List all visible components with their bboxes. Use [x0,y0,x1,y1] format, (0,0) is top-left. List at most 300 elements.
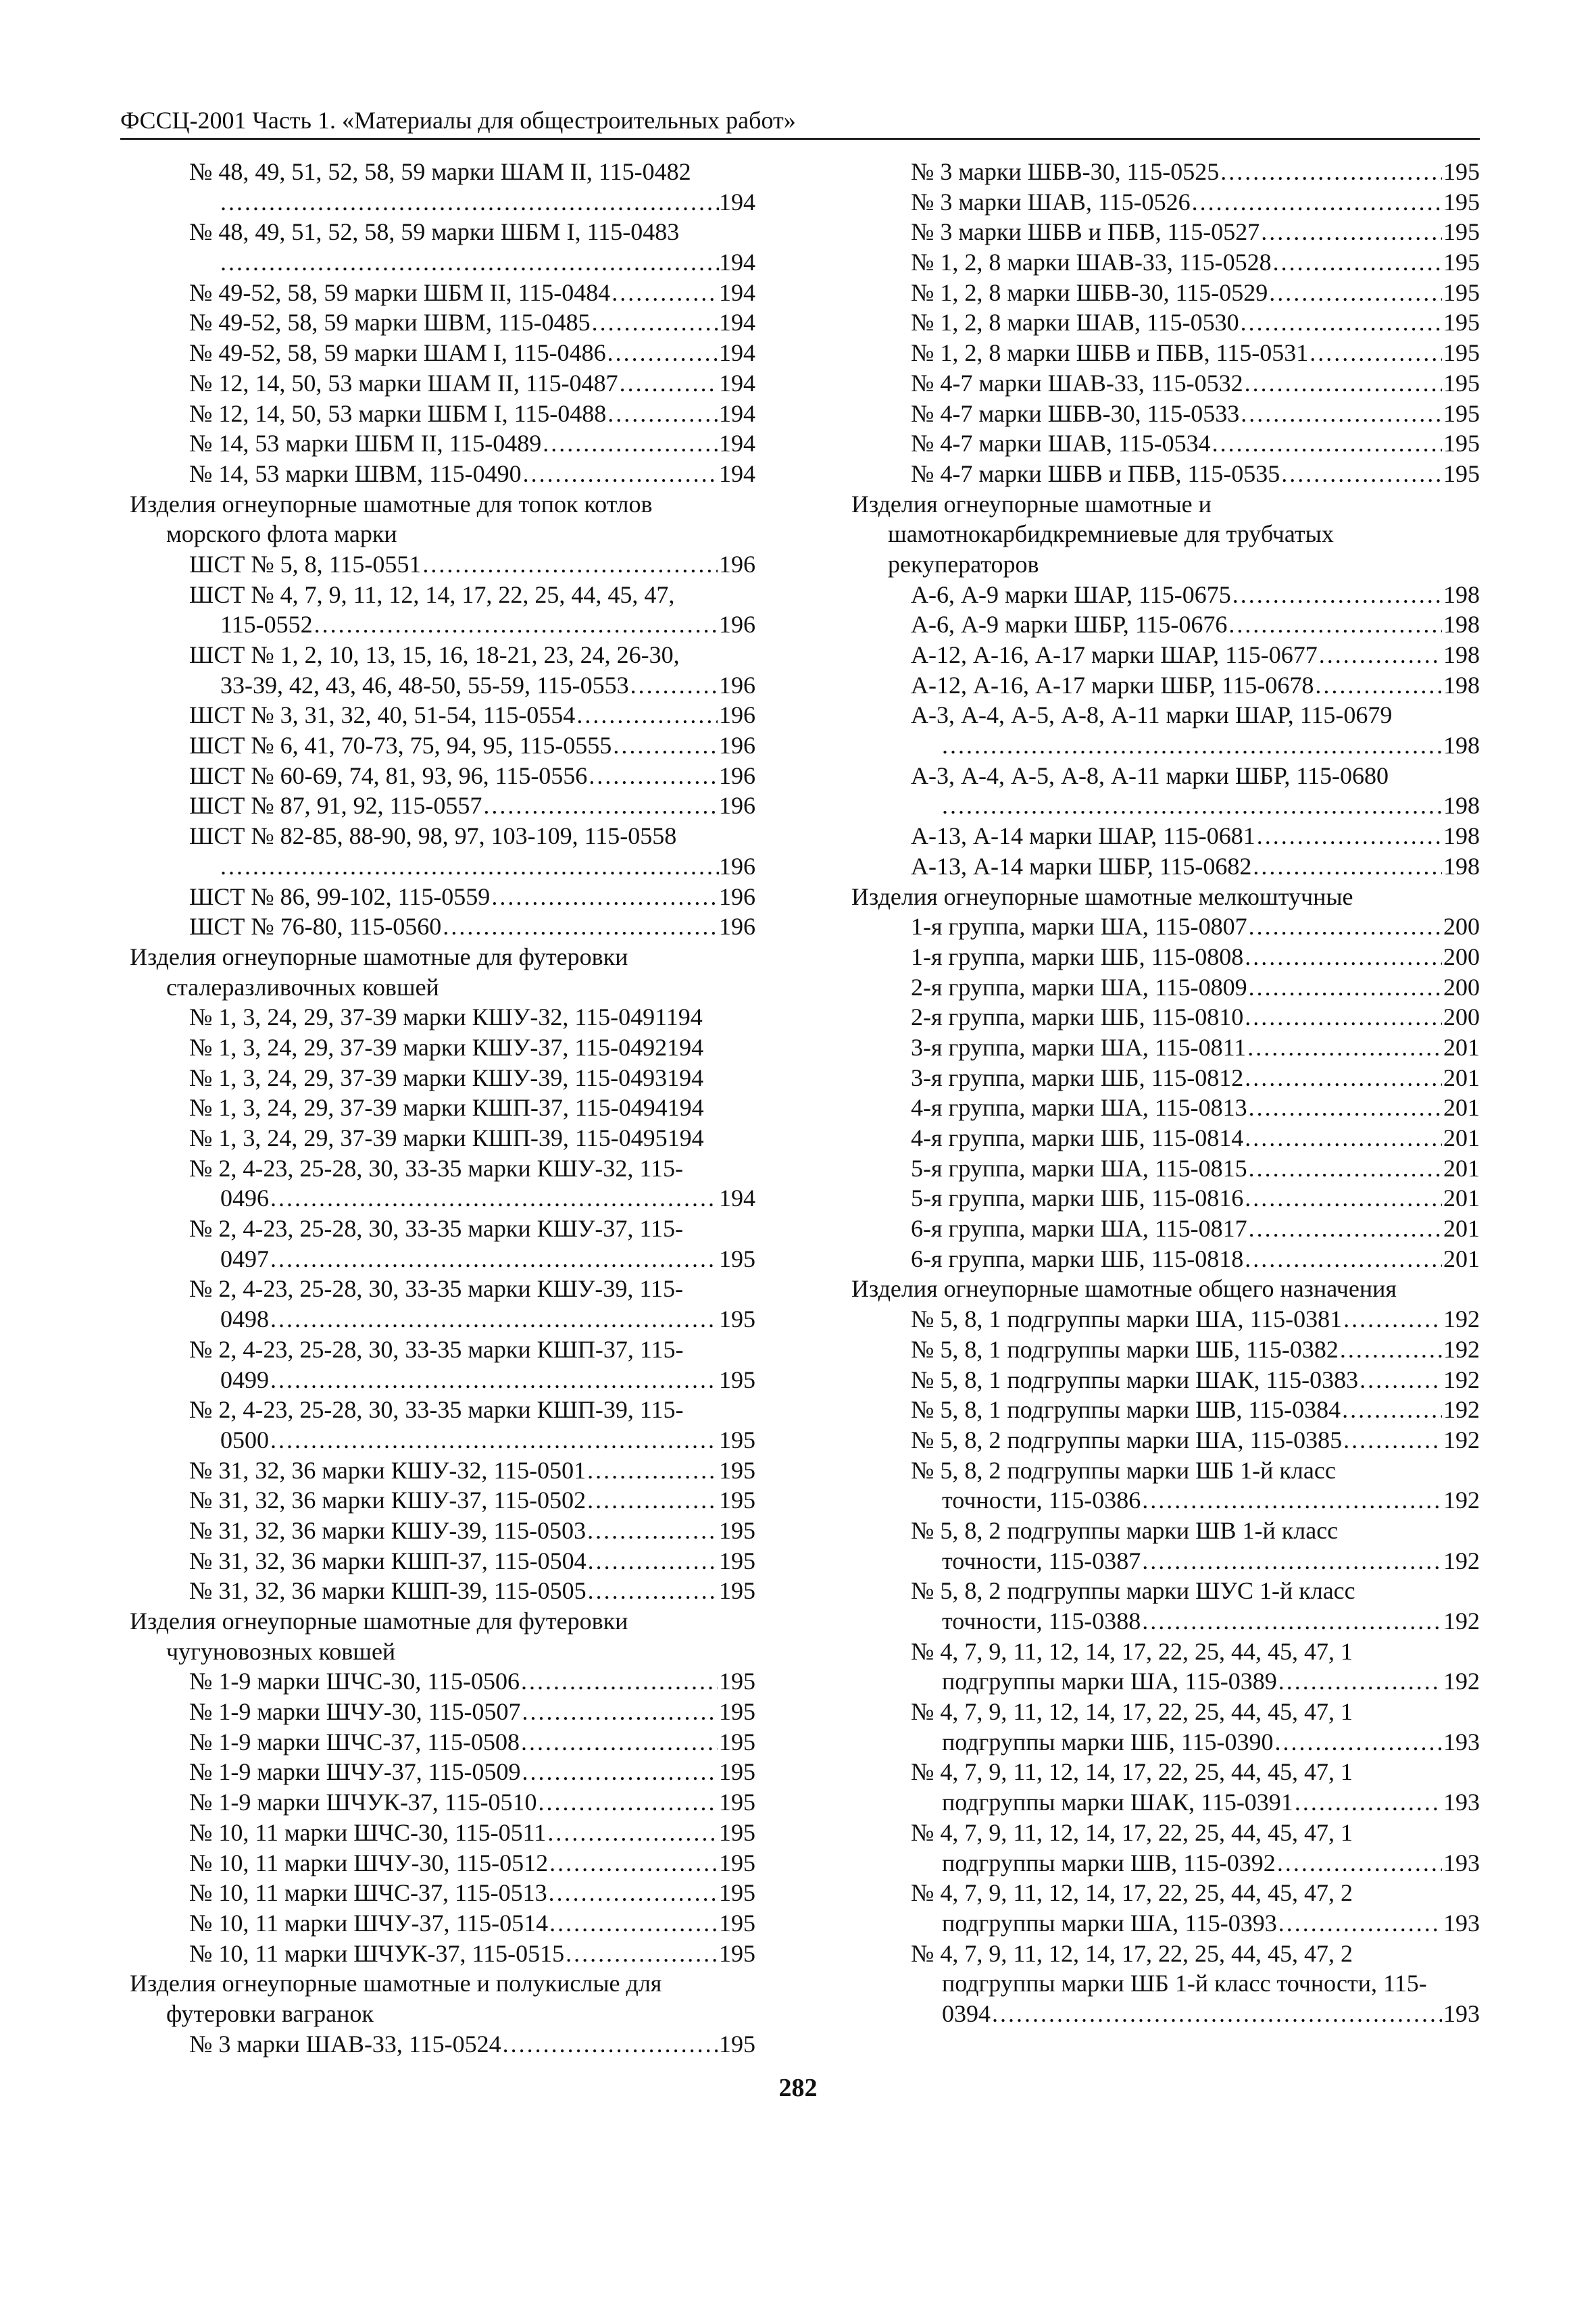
entry-line [911,247,1480,278]
index-entry [120,1335,755,1395]
index-entry [842,1123,1480,1153]
entry-text: 0498 [220,1305,269,1333]
entry-line [911,1848,1480,1878]
index-entry [120,1516,755,1546]
heading-line [851,549,1480,580]
entry-text: № 4, 7, 9, 11, 12, 14, 17, 22, 25, 44, 45, 47, 1 [911,1637,1353,1665]
page-ref: 195 [1443,430,1480,457]
index-entry [842,1878,1480,1938]
index-entry [120,640,755,700]
page-ref: 196 [719,913,755,941]
entry-line [189,2029,755,2060]
heading-line [130,489,755,520]
page-ref: 200 [1443,1003,1480,1031]
entry-line [189,761,755,791]
page-ref: 195 [1443,399,1480,427]
entry-text: морского флота марки [166,520,397,548]
dot-leader [1220,157,1442,187]
entry-line [189,368,755,399]
page-ref: 195 [1443,218,1480,246]
page-ref: 194 [719,309,755,337]
entry-line [189,1666,755,1697]
entry-line [189,670,755,701]
index-entry [120,1697,755,1727]
entry-text: 0497 [220,1245,269,1272]
dot-leader [1315,670,1442,701]
index-entry [842,338,1480,368]
dot-leader [587,1485,718,1516]
dot-leader [1295,1787,1442,1818]
entry-line [189,1153,755,1184]
page-ref: 194 [719,1185,755,1212]
dot-leader [1343,1425,1442,1455]
dot-leader [588,1546,718,1576]
index-entry [842,278,1480,308]
dot-leader [1253,851,1442,882]
index-entry [842,670,1480,701]
index-entry [842,640,1480,670]
entry-text: № 49-52, 58, 59 марки ШВМ, 115-0485 [189,309,591,337]
dot-leader [220,187,719,218]
entry-line [189,912,755,942]
index-heading [120,942,755,1002]
entry-text: № 5, 8, 1 подгруппы марки ШБ, 115-0382 [911,1335,1339,1363]
entry-text: 4-я группа, марки ШБ, 115-0814 [911,1124,1244,1151]
entry-text: 2-я группа, марки ШБ, 115-0810 [911,1003,1244,1031]
entry-line [189,549,755,580]
entry-text: А-6, А-9 марки ШБР, 115-0676 [911,611,1228,639]
dot-leader [1278,1666,1442,1697]
entry-text: подгруппы марки ШВ, 115-0392 [942,1849,1276,1876]
dot-leader [522,1697,718,1727]
page-ref: 195 [1443,369,1480,397]
entry-text: № 1-9 марки ШЧУ-37, 115-0509 [189,1758,521,1786]
entry-text: 2-я группа, марки ША, 115-0809 [911,973,1247,1001]
page-ref: 195 [719,1849,755,1876]
index-entry [842,700,1480,760]
entry-text: 3-я группа, марки ША, 115-0811 [911,1033,1247,1061]
dot-leader [1247,1032,1442,1063]
index-entry [120,1818,755,1848]
page-ref: 195 [1443,309,1480,337]
entry-text: № 10, 11 марки ШЧУ-30, 115-0512 [189,1849,549,1876]
index-entry [842,761,1480,821]
page-ref: 195 [719,2030,755,2058]
entry-text: № 5, 8, 2 подгруппы марки ШВ 1-й класс [911,1516,1339,1544]
entry-line [189,1546,755,1576]
dot-leader [1142,1606,1442,1637]
dot-leader [270,1183,718,1214]
index-entry [842,399,1480,429]
dot-leader [1249,1093,1442,1123]
page-ref: 194 [719,249,755,276]
entry-line [189,791,755,821]
index-entry [842,187,1480,218]
dot-leader [1269,278,1442,308]
entry-text: Изделия огнеупорные шамотные для футеровки [130,1608,628,1635]
page-ref: 194 [719,278,755,306]
index-entry [120,2029,755,2060]
page-ref: 192 [1443,1396,1480,1424]
entry-line [911,1365,1480,1395]
dot-leader [1360,1365,1442,1395]
entry-text: № 48, 49, 51, 52, 58, 59 марки ШАМ II, 115-0482 [189,158,691,185]
dot-leader [587,1516,718,1546]
entry-text: рекуператоров [888,550,1039,578]
page-ref: 195 [1443,459,1480,487]
dot-leader [1232,580,1442,610]
entry-line [911,1002,1480,1032]
index-entry [842,1032,1480,1063]
entry-line [189,1787,755,1818]
entry-line [189,730,755,761]
heading-line [130,972,755,1003]
page-ref: 196 [719,792,755,820]
index-entry [842,1425,1480,1455]
page-ref: 194 [719,369,755,397]
page-ref: 198 [1443,671,1480,699]
page-ref: 198 [1443,792,1480,820]
dot-leader [538,1787,718,1818]
page-ref: 201 [1443,1124,1480,1151]
entry-line [911,1576,1480,1606]
index-entry [842,580,1480,610]
dot-leader [270,1365,718,1395]
dot-leader [1245,1063,1442,1093]
entry-line [189,700,755,730]
dot-leader [620,368,718,399]
entry-line [911,217,1480,247]
entry-text: А-3, А-4, А-5, А-8, А-11 марки ШАР, 115-0679 [911,701,1393,729]
index-entry [120,278,755,308]
entry-text: № 10, 11 марки ШЧС-37, 115-0513 [189,1879,547,1907]
entry-line [189,1002,755,1032]
index-entry [842,157,1480,187]
entry-line [189,459,755,489]
index-heading [842,489,1480,580]
entry-line [911,1032,1480,1063]
index-heading [842,882,1480,912]
index-entry [120,1002,755,1032]
page-ref: 201 [1443,1064,1480,1091]
entry-text: № 4, 7, 9, 11, 12, 14, 17, 22, 25, 44, 45, 47, 1 [911,1818,1353,1846]
entry-text: № 2, 4-23, 25-28, 30, 33-35 марки КШУ-37, 115- [189,1215,684,1243]
entry-line [911,399,1480,429]
entry-text: 1-я группа, марки ШБ, 115-0808 [911,943,1244,970]
entry-line [911,730,1480,761]
entry-line [189,1093,755,1123]
entry-line [911,1818,1480,1848]
heading-line [851,519,1480,549]
dot-leader [1212,428,1442,459]
index-entry [120,1395,755,1455]
index-entry [120,1878,755,1908]
entry-text: 6-я группа, марки ША, 115-0817 [911,1215,1247,1243]
entry-text: ШСТ № 1, 2, 10, 13, 15, 16, 18-21, 23, 24, 26-30, [189,641,680,668]
page-ref: 195 [719,1758,755,1786]
dot-leader [1245,1244,1442,1274]
entry-text: № 1, 3, 24, 29, 37-39 марки КШУ-37, 115-0492194 [189,1033,704,1061]
heading-line [851,1274,1480,1304]
entry-text: подгруппы марки ША, 115-0393 [942,1909,1277,1937]
page-ref: 196 [719,762,755,789]
entry-text: № 1, 3, 24, 29, 37-39 марки КШУ-32, 115-0491194 [189,1003,703,1031]
dot-leader [1142,1546,1442,1576]
index-entry [842,609,1480,640]
page-ref: 196 [719,671,755,699]
dot-leader [576,700,718,730]
entry-line [911,1244,1480,1274]
dot-leader [270,1304,718,1335]
page-ref: 200 [1443,973,1480,1001]
index-entry [120,1455,755,1486]
index-entry [120,1274,755,1334]
dot-leader [587,1455,718,1486]
page-ref: 194 [719,399,755,427]
dot-leader [270,1425,718,1455]
page-ref: 198 [1443,580,1480,608]
dot-leader [630,670,718,701]
index-entry [842,217,1480,247]
entry-text: № 4, 7, 9, 11, 12, 14, 17, 22, 25, 44, 45, 47, 1 [911,1698,1353,1726]
dot-leader [521,1666,718,1697]
index-entry [842,1818,1480,1878]
page-ref: 193 [1443,1999,1480,2027]
page-ref: 195 [1443,188,1480,216]
dot-leader [1249,972,1442,1003]
heading-line [130,1968,755,1999]
index-entry [120,1063,755,1093]
index-entry [120,1123,755,1153]
index-entry [842,247,1480,278]
index-entry [120,1908,755,1939]
index-entry [842,1365,1480,1395]
heading-line [851,489,1480,520]
entry-text: подгруппы марки ШАК, 115-0391 [942,1789,1293,1816]
page-ref: 196 [719,852,755,880]
entry-text: Изделия огнеупорные шамотные и [851,490,1212,518]
entry-line [189,217,755,247]
index-entry [842,912,1480,942]
index-entry [120,1787,755,1818]
dot-leader [1273,247,1442,278]
page-ref: 195 [719,1818,755,1846]
index-entry [120,1666,755,1697]
entry-text: № 4-7 марки ШБВ и ПБВ, 115-0535 [911,459,1280,487]
entry-text: № 4-7 марки ШАВ-33, 115-0532 [911,369,1243,397]
entry-line [911,700,1480,730]
index-entry [120,368,755,399]
entry-text: точности, 115-0388 [942,1608,1141,1635]
dot-leader [1340,1335,1442,1365]
entry-line [189,882,755,912]
index-entry [120,761,755,791]
index-entry [120,1939,755,1969]
entry-line [189,1214,755,1244]
entry-line [189,187,755,218]
entry-text: № 4, 7, 9, 11, 12, 14, 17, 22, 25, 44, 45, 47, 1 [911,1758,1353,1786]
dot-leader [566,1939,718,1969]
entry-line [189,1848,755,1878]
entry-line [189,640,755,670]
entry-text: № 31, 32, 36 марки КШП-37, 115-0504 [189,1547,587,1574]
index-entry [842,1002,1480,1032]
entry-line [189,399,755,429]
page-ref: 198 [1443,611,1480,639]
entry-text: сталеразливочных ковшей [166,973,439,1001]
entry-line [189,1878,755,1908]
entry-text: № 2, 4-23, 25-28, 30, 33-35 марки КШП-39, 115- [189,1396,684,1424]
page-ref: 201 [1443,1033,1480,1061]
entry-line [911,1455,1480,1486]
entry-text: футеровки вагранок [166,1999,374,2027]
index-entry [842,1063,1480,1093]
page-ref: 195 [719,1728,755,1756]
dot-leader [1245,368,1442,399]
index-entry [842,942,1480,972]
entry-line [911,609,1480,640]
dot-leader [483,791,718,821]
entry-line [189,1395,755,1425]
entry-text: № 31, 32, 36 марки КШУ-32, 115-0501 [189,1456,587,1484]
entry-text: № 5, 8, 1 подгруппы марки ШВ, 115-0384 [911,1396,1341,1424]
entry-line [911,791,1480,821]
entry-line [189,821,755,851]
entry-line [189,851,755,882]
dot-leader [1228,609,1442,640]
dot-leader [523,459,718,489]
page-ref: 201 [1443,1154,1480,1182]
entry-line [911,1485,1480,1516]
entry-text: № 3 марки ШБВ и ПБВ, 115-0527 [911,218,1260,246]
entry-text: ШСТ № 76-80, 115-0560 [189,913,442,941]
entry-text: № 4-7 марки ШБВ-30, 115-0533 [911,399,1240,427]
entry-text: № 1-9 марки ШЧС-37, 115-0508 [189,1728,520,1756]
heading-line [130,519,755,549]
entry-text: № 1-9 марки ШЧУ-30, 115-0507 [189,1698,521,1726]
entry-text: ШСТ № 6, 41, 70-73, 75, 94, 95, 115-0555 [189,732,612,760]
page-ref: 196 [719,701,755,729]
page-ref: 195 [1443,158,1480,185]
page-ref: 195 [719,1456,755,1484]
entry-line [911,1214,1480,1244]
entry-line [911,1727,1480,1758]
entry-text: 0500 [220,1426,269,1453]
index-entry [120,1485,755,1516]
entry-line [189,1244,755,1274]
index-entry [842,1214,1480,1244]
page-ref: 195 [719,1516,755,1544]
page-ref: 195 [719,1547,755,1574]
entry-line [911,1968,1480,1999]
page-number: 282 [778,2074,818,2102]
heading-line [130,942,755,972]
index-entry [120,882,755,912]
entry-line [189,1485,755,1516]
index-entry [842,1455,1480,1516]
entry-line [911,1335,1480,1365]
entry-line [911,1093,1480,1123]
page-ref: 195 [719,1668,755,1695]
page-ref: 194 [719,188,755,216]
page-ref: 195 [719,1426,755,1453]
page-ref: 192 [1443,1547,1480,1574]
entry-text: № 5, 8, 2 подгруппы марки ША, 115-0385 [911,1426,1343,1453]
index-entry [120,1848,755,1878]
page-ref: 195 [719,1366,755,1393]
entry-line [189,278,755,308]
entry-line [189,1063,755,1093]
entry-line [911,278,1480,308]
dot-leader [592,307,718,338]
index-entry [842,1757,1480,1817]
dot-leader [443,912,718,942]
page-ref: 201 [1443,1094,1480,1122]
entry-line [911,1546,1480,1576]
index-entry [842,1395,1480,1425]
entry-text: № 14, 53 марки ШБМ II, 115-0489 [189,430,542,457]
index-column-right [842,157,1480,2029]
dot-leader [491,882,718,912]
entry-line [189,1757,755,1787]
entry-text: № 5, 8, 1 подгруппы марки ША, 115-0381 [911,1305,1343,1333]
entry-text: № 3 марки ШАВ, 115-0526 [911,188,1191,216]
index-entry [120,580,755,640]
entry-text: ШСТ № 3, 31, 32, 40, 51-54, 115-0554 [189,701,576,729]
entry-line [189,1032,755,1063]
entry-text: № 10, 11 марки ШЧС-30, 115-0511 [189,1818,547,1846]
index-entry [120,217,755,277]
entry-text: № 49-52, 58, 59 марки ШБМ II, 115-0484 [189,278,611,306]
dot-leader [1277,1848,1442,1878]
entry-text: № 4-7 марки ШАВ, 115-0534 [911,430,1211,457]
entry-line [911,368,1480,399]
dot-leader [1245,1123,1442,1153]
index-entry [842,1637,1480,1697]
entry-line [189,1304,755,1335]
entry-text: Изделия огнеупорные шамотные мелкоштучные [851,882,1353,910]
heading-line [130,1637,755,1667]
page-ref: 200 [1443,943,1480,970]
entry-line [189,1908,755,1939]
dot-leader [1241,307,1442,338]
index-entry [842,428,1480,459]
entry-line [911,1183,1480,1214]
dot-leader [422,549,718,580]
page-ref: 195 [719,1305,755,1333]
entry-line [189,428,755,459]
page-ref: 193 [1443,1849,1480,1876]
index-entry [120,549,755,580]
page-ref: 195 [719,1939,755,1967]
page-ref: 193 [1443,1728,1480,1756]
entry-text: А-13, А-14 марки ШАР, 115-0681 [911,822,1255,850]
entry-line [911,187,1480,218]
entry-line [911,761,1480,791]
page-ref: 192 [1443,1608,1480,1635]
page-ref: 195 [719,1879,755,1907]
dot-leader [1281,459,1442,489]
page-ref: 195 [1443,278,1480,306]
entry-line [911,1304,1480,1335]
dot-leader [1261,217,1442,247]
entry-text: А-12, А-16, А-17 марки ШБР, 115-0678 [911,671,1314,699]
index-entry [120,338,755,368]
dot-leader [1319,640,1442,670]
entry-line [911,1425,1480,1455]
dot-leader [543,428,718,459]
heading-line [130,1999,755,2029]
